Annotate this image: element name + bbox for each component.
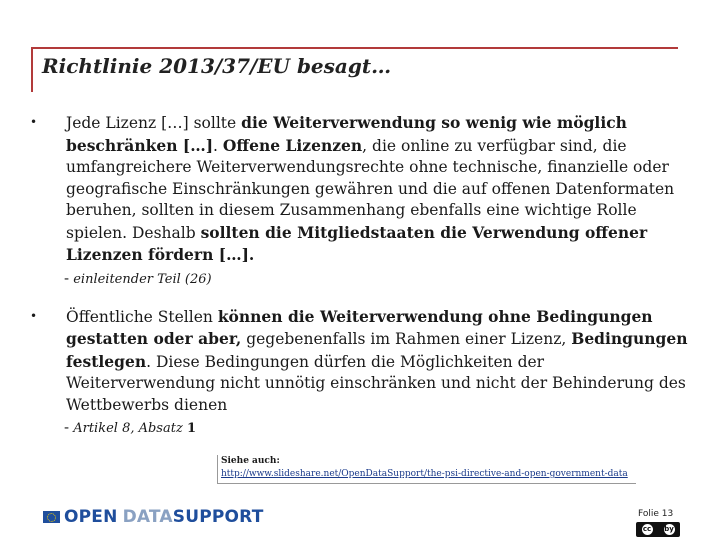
text-run: Jede Lizenz […] sollte bbox=[66, 114, 242, 132]
see-also-link[interactable]: http://www.slideshare.net/OpenDataSupport/the-psi-directive-and-open-government-data bbox=[221, 469, 628, 479]
source-text bbox=[73, 272, 211, 287]
slide-content bbox=[28, 112, 688, 439]
text-run: , die online zu verfügbar sind, die umfangreichere Weiterverwendungsrechte ohne technische, finanzielle oder geografische Einschränkungen gewähren und die auf offenen Datenformaten beruhen, sollten in diesem Zusammenhang ebenfalls eine wichtige Rolle spielen. Deshalb bbox=[66, 136, 675, 242]
eu-flag-icon bbox=[43, 511, 60, 523]
bullet-source bbox=[64, 417, 688, 439]
source-label: einleitender Teil (26) bbox=[73, 271, 212, 287]
source-number: 1 bbox=[186, 421, 196, 436]
text-run: Bedingungen festlegen bbox=[66, 329, 688, 371]
bullet-item bbox=[28, 112, 688, 267]
open-data-support-logo bbox=[43, 505, 264, 529]
text-run: die Weiterverwendung so wenig wie möglich beschränken […] bbox=[66, 113, 627, 155]
bullet-text bbox=[66, 112, 688, 267]
logo-support: SUPPORT bbox=[172, 507, 264, 527]
text-run: . Diese Bedingungen dürfen die Möglichkeiten der Weiterverwendung nicht unnötig einschränken und nicht der Behinderung des Wettbewerbs dienen bbox=[66, 352, 686, 414]
slide-title: Richtlinie 2013/37/EU besagt… bbox=[42, 54, 392, 78]
frame-left-rule bbox=[31, 47, 33, 92]
text-run: Öffentliche Stellen bbox=[66, 307, 218, 326]
slide-number: Folie 13 bbox=[638, 509, 674, 519]
bullet-item bbox=[28, 306, 688, 417]
source-text bbox=[73, 421, 196, 436]
bullet-marker: • bbox=[30, 308, 38, 323]
source-dash: - bbox=[64, 418, 70, 436]
text-run: gegebenenfalls im Rahmen einer Lizenz, bbox=[241, 330, 572, 348]
logo-open: OPEN bbox=[64, 507, 118, 527]
text-run: Offene Lizenzen bbox=[222, 135, 363, 155]
see-also-box bbox=[217, 455, 636, 484]
logo-data: DATA bbox=[122, 507, 173, 527]
text-run: können die Weiterverwendung ohne Bedingungen gestatten oder aber, bbox=[66, 306, 653, 348]
text-run: . bbox=[213, 136, 223, 155]
source-dash: - bbox=[64, 268, 70, 287]
source-label: Artikel 8, Absatz bbox=[73, 421, 187, 436]
frame-top-rule bbox=[31, 47, 678, 49]
cc-by-license-icon bbox=[636, 522, 680, 537]
bullet-source bbox=[64, 268, 688, 290]
by-icon: by bbox=[664, 525, 674, 533]
bullet-text bbox=[66, 306, 688, 417]
bullet-marker: • bbox=[30, 115, 38, 129]
text-run: sollten die Mitgliedstaaten die Verwendung offener Lizenzen fördern […]. bbox=[66, 222, 648, 264]
cc-icon: cc bbox=[642, 525, 652, 533]
see-also-label: Siehe auch: bbox=[221, 456, 280, 466]
